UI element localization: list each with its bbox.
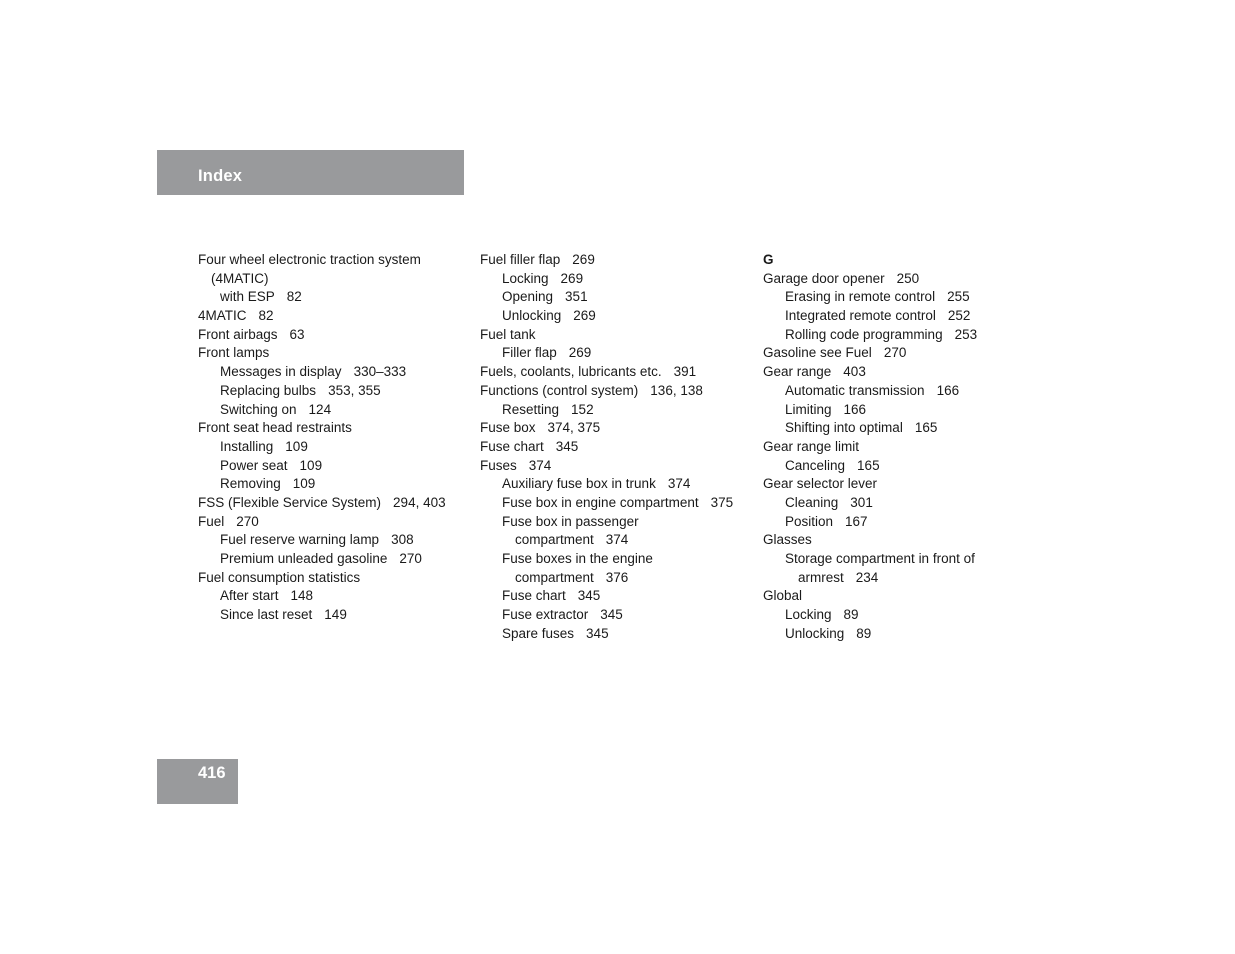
page-title: Index bbox=[198, 167, 243, 185]
page-reference: 166 bbox=[843, 401, 867, 417]
index-subentry: Unlocking 89 bbox=[785, 625, 872, 641]
page-reference: 269 bbox=[573, 308, 596, 324]
index-subentry-continuation: armrest 234 bbox=[798, 569, 879, 585]
page-reference: 234 bbox=[855, 569, 879, 585]
index-entry: Fuse chart 345 bbox=[480, 438, 579, 454]
page-reference: 167 bbox=[845, 513, 868, 529]
index-subentry: Locking 269 bbox=[502, 270, 584, 286]
index-entry: Functions (control system) 136, 138 bbox=[480, 382, 703, 398]
index-subentry: Fuse boxes in the engine bbox=[502, 551, 653, 566]
index-subentry: Erasing in remote control 255 bbox=[785, 289, 970, 305]
index-entry: Fuses 374 bbox=[480, 457, 552, 473]
index-subentry: Unlocking 269 bbox=[502, 308, 596, 324]
page-reference: 82 bbox=[286, 289, 302, 305]
page-reference: 166 bbox=[936, 382, 960, 398]
page-reference: 63 bbox=[289, 326, 305, 342]
page-reference: 89 bbox=[843, 607, 859, 623]
index-subentry: Replacing bulbs 353, 355 bbox=[220, 382, 381, 398]
index-subentry: Premium unleaded gasoline 270 bbox=[220, 551, 422, 566]
page-reference: 136, 138 bbox=[650, 382, 703, 398]
page-reference: 345 bbox=[586, 625, 609, 641]
page-reference: 353, 355 bbox=[328, 382, 381, 398]
page-reference: 269 bbox=[572, 252, 595, 267]
page-reference: 345 bbox=[600, 607, 623, 623]
page-reference: 330–333 bbox=[353, 364, 407, 380]
index-entry: Garage door opener 250 bbox=[763, 270, 920, 286]
index-subentry: Auxiliary fuse box in trunk 374 bbox=[502, 476, 691, 492]
index-entry: Fuel filler flap 269 bbox=[480, 252, 595, 267]
index-subentry: Limiting 166 bbox=[785, 401, 867, 417]
index-subentry: Opening 351 bbox=[502, 289, 588, 305]
page-reference: 252 bbox=[947, 308, 971, 324]
index-entry-continuation: (4MATIC) bbox=[211, 270, 269, 286]
index-entry: Glasses bbox=[763, 532, 812, 548]
page-reference: 269 bbox=[568, 345, 592, 361]
page-reference: 270 bbox=[236, 513, 259, 529]
page-reference: 255 bbox=[947, 289, 970, 305]
index-entry: Fuel tank bbox=[480, 326, 536, 342]
index-entry: Front airbags 63 bbox=[198, 326, 305, 342]
page-reference: 345 bbox=[555, 438, 579, 454]
page-reference: 374, 375 bbox=[547, 420, 601, 436]
page-reference: 375 bbox=[710, 494, 734, 510]
index-subentry: Fuse box in engine compartment 375 bbox=[502, 494, 734, 510]
index-subentry: with ESP 82 bbox=[220, 289, 302, 305]
page-reference: 269 bbox=[560, 270, 584, 286]
index-subentry: Shifting into optimal 165 bbox=[785, 420, 938, 436]
index-entry: Gear selector lever bbox=[763, 476, 878, 492]
page-reference: 109 bbox=[299, 457, 323, 473]
index-header-tab bbox=[157, 150, 464, 195]
index-subentry: Filler flap 269 bbox=[502, 345, 592, 361]
index-entry: Gear range limit bbox=[763, 438, 860, 454]
index-entry: FSS (Flexible Service System) 294, 403 bbox=[198, 494, 446, 510]
page-number: 416 bbox=[198, 764, 226, 782]
index-entry: Front lamps bbox=[198, 345, 270, 361]
index-subentry: Since last reset 149 bbox=[220, 607, 347, 623]
index-subentry: Automatic transmission 166 bbox=[785, 382, 960, 398]
index-subentry: Locking 89 bbox=[785, 607, 859, 623]
page-reference: 82 bbox=[258, 308, 274, 324]
page-reference: 165 bbox=[857, 457, 880, 473]
index-entry: Gasoline see Fuel 270 bbox=[763, 345, 907, 361]
page-reference: 301 bbox=[850, 494, 873, 510]
index-subentry: Integrated remote control 252 bbox=[785, 308, 971, 324]
index-subentry: Fuse chart 345 bbox=[502, 588, 601, 604]
index-entry: Front seat head restraints bbox=[198, 420, 352, 436]
page-number-tab bbox=[157, 759, 238, 804]
index-entry: Fuel 270 bbox=[198, 513, 259, 529]
page-reference: 148 bbox=[290, 588, 314, 604]
index-subentry: Fuse box in passenger bbox=[502, 513, 639, 529]
page-reference: 270 bbox=[399, 551, 422, 566]
index-subentry: Messages in display 330–333 bbox=[220, 364, 407, 380]
index-subentry: Position 167 bbox=[785, 513, 868, 529]
page-reference: 89 bbox=[856, 625, 872, 641]
index-subentry: Removing 109 bbox=[220, 476, 316, 492]
index-subentry-continuation: compartment 374 bbox=[515, 532, 629, 548]
page-reference: 345 bbox=[577, 588, 601, 604]
index-subentry: Power seat 109 bbox=[220, 457, 323, 473]
index-column-3 bbox=[763, 251, 1043, 643]
index-subentry: Fuse extractor 345 bbox=[502, 607, 623, 623]
page-reference: 109 bbox=[285, 438, 308, 454]
page-reference: 391 bbox=[673, 364, 697, 380]
index-entry: 4MATIC 82 bbox=[198, 308, 274, 324]
page-reference: 374 bbox=[667, 476, 691, 492]
page-reference: 351 bbox=[565, 289, 588, 305]
page-reference: 165 bbox=[914, 420, 938, 436]
index-subentry: Cleaning 301 bbox=[785, 494, 873, 510]
index-subentry: Fuel reserve warning lamp 308 bbox=[220, 532, 414, 548]
index-subentry: After start 148 bbox=[220, 588, 314, 604]
page-reference: 124 bbox=[308, 401, 332, 417]
index-entry: Fuels, coolants, lubricants etc. 391 bbox=[480, 364, 697, 380]
page-reference: 149 bbox=[324, 607, 347, 623]
index-subentry: Rolling code programming 253 bbox=[785, 326, 978, 342]
index-subentry: Storage compartment in front of bbox=[785, 551, 975, 566]
page-reference: 294, 403 bbox=[393, 494, 446, 510]
page-reference: 308 bbox=[391, 532, 414, 548]
index-subentry: Resetting 152 bbox=[502, 401, 594, 417]
index-entry: Fuel consumption statistics bbox=[198, 569, 361, 585]
index-subentry: Canceling 165 bbox=[785, 457, 880, 473]
index-subentry-continuation: compartment 376 bbox=[515, 569, 629, 585]
page-reference: 270 bbox=[883, 345, 907, 361]
page-reference: 253 bbox=[954, 326, 978, 342]
index-entry: Global bbox=[763, 588, 803, 604]
page-reference: 374 bbox=[528, 457, 552, 473]
page-reference: 109 bbox=[292, 476, 316, 492]
index-subentry: Installing 109 bbox=[220, 438, 308, 454]
index-subentry: Spare fuses 345 bbox=[502, 625, 609, 641]
index-column-1 bbox=[198, 251, 478, 625]
index-column-2 bbox=[480, 251, 760, 643]
page-reference: 152 bbox=[571, 401, 594, 417]
index-subentry: Switching on 124 bbox=[220, 401, 332, 417]
page-reference: 403 bbox=[843, 364, 866, 380]
index-entry: Fuse box 374, 375 bbox=[480, 420, 601, 436]
page-reference: 250 bbox=[896, 270, 920, 286]
index-entry: Gear range 403 bbox=[763, 364, 866, 380]
index-section-letter: G bbox=[763, 252, 774, 267]
page-reference: 376 bbox=[605, 569, 629, 585]
index-entry: Four wheel electronic traction system bbox=[198, 252, 421, 267]
page-reference: 374 bbox=[605, 532, 629, 548]
